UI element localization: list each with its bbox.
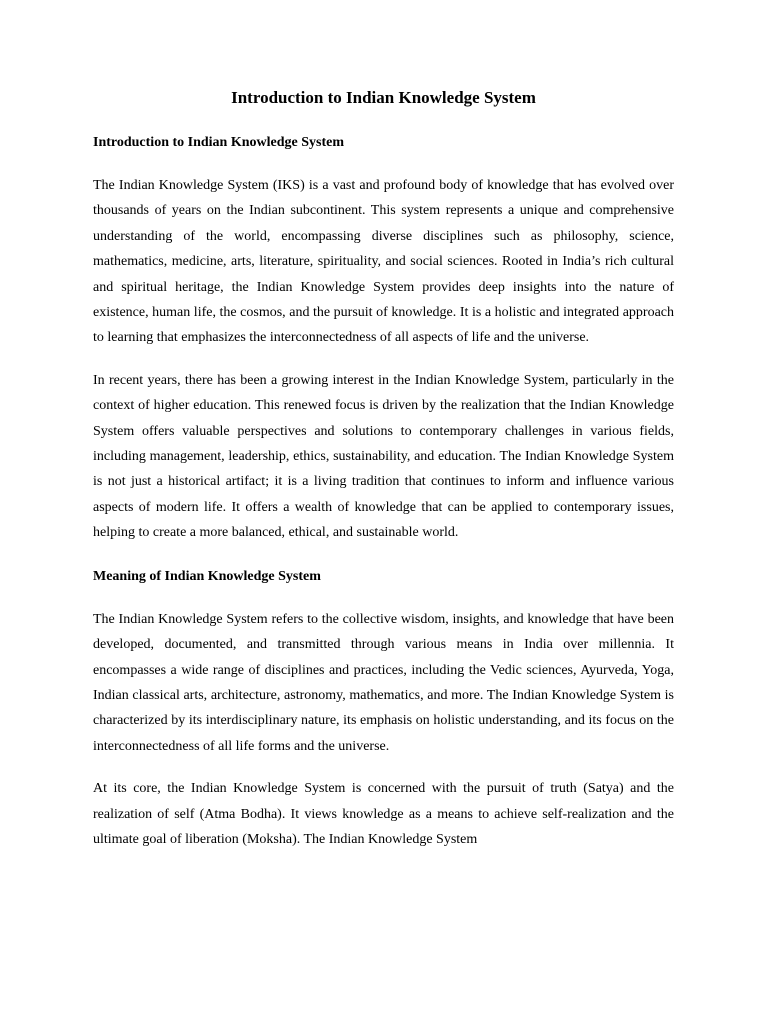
paragraph-iks-overview: The Indian Knowledge System (IKS) is a vast and profound body of knowledge that has evolved over thousands of years on the Indian subcontinent. This system represents a unique and comprehensive understanding of the world, encompassing diverse disciplines such as philosophy, science, mathematics, medicine, arts, literature, spirituality, and social sciences. Rooted in India’s rich cultural and spiritual heritage, the Indian Knowledge System provides deep insights into the nature of existence, human life, the cosmos, and the pursuit of knowledge. It is a holistic and integrated approach to learning that emphasizes the interconnectedness of all aspects of life and the universe. [93,178,674,346]
page-title: Introduction to Indian Knowledge System [231,88,536,107]
section-heading-introduction: Introduction to Indian Knowledge System [93,135,345,150]
paragraph-recent-interest: In recent years, there has been a growing interest in the Indian Knowledge System, particularly in the context of higher education. This renewed focus is driven by the realization that the Indian Knowledge System offers valuable perspectives and solutions to contemporary challenges in various fields, including management, leadership, ethics, sustainability, and education. The Indian Knowledge System is not just a historical artifact; it is a living tradition that continues to inform and influence various aspects of modern life. It offers a wealth of knowledge that can be applied to contemporary issues, helping to create a more balanced, ethical, and sustainable world. [93,372,674,541]
paragraph-meaning-definition: The Indian Knowledge System refers to the collective wisdom, insights, and knowledge that have been developed, documented, and transmitted through various means in India over millennia. It encompasses a wide range of disciplines and practices, including the Vedic sciences, Ayurveda, Yoga, Indian classical arts, architecture, astronomy, mathematics, and more. The Indian Knowledge System is characterized by its interdisciplinary nature, its emphasis on holistic understanding, and its focus on the interconnectedness of all life forms and the universe. [93,611,674,754]
section-heading-meaning: Meaning of Indian Knowledge System [93,568,321,584]
document-body [93,86,674,852]
paragraph-core-pursuit: At its core, the Indian Knowledge System is concerned with the pursuit of truth (Satya) and the realization of self (Atma Bodha). It views knowledge as a means to achieve self-realization and the ultimate goal of liberation (Moksha). The Indian Knowledge System [93,781,674,847]
